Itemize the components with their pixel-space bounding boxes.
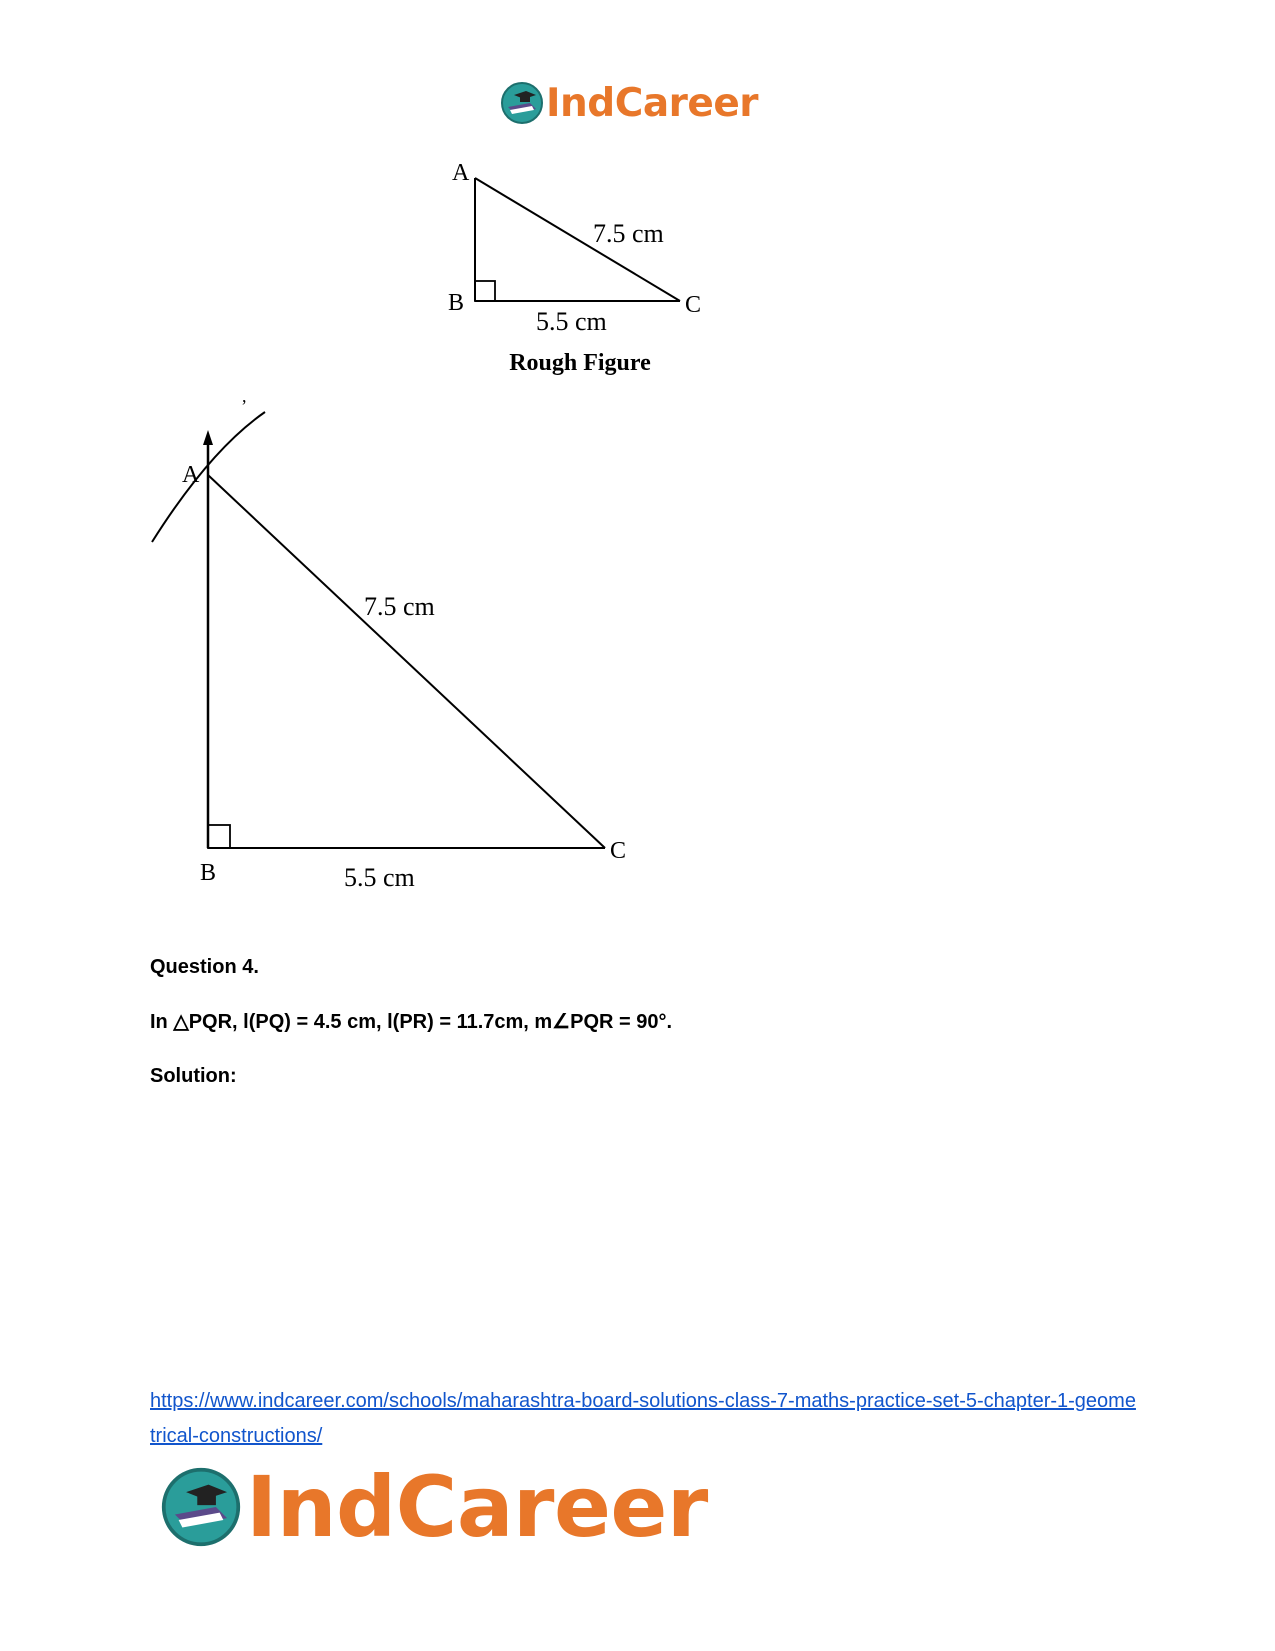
stray-mark: , <box>242 386 247 406</box>
base-label: 5.5 cm <box>536 307 607 336</box>
vertex-label-c: C <box>610 838 627 864</box>
header-logo <box>500 78 758 128</box>
brand-wordmark: IndCareer <box>546 80 758 126</box>
hypotenuse-label: 7.5 cm <box>364 592 435 621</box>
ray-arrowhead <box>203 430 213 445</box>
globe-book-icon <box>160 1466 242 1548</box>
construction-figure <box>140 386 660 900</box>
question-text: In △PQR, l(PQ) = 4.5 cm, l(PR) = 11.7cm, m∠PQR = 90°. <box>150 1011 673 1033</box>
vertex-label-c: C <box>685 292 702 318</box>
brand-wordmark: IndCareer <box>246 1458 708 1556</box>
right-angle-mark <box>208 825 230 848</box>
vertex-label-a: A <box>452 160 470 186</box>
source-url-link[interactable]: https://www.indcareer.com/schools/maharashtra-board-solutions-class-7-maths-practice-set-5-chapter-1-geometrical-constructions/ <box>150 1390 1136 1447</box>
figure-caption: Rough Figure <box>509 350 651 376</box>
globe-book-icon <box>500 81 544 125</box>
solution-label: Solution: <box>150 1065 237 1087</box>
question-heading: Question 4. <box>150 956 259 978</box>
hypotenuse-label: 7.5 cm <box>593 219 664 248</box>
footer-logo <box>160 1458 708 1556</box>
side-ac <box>208 475 605 848</box>
vertex-label-b: B <box>448 290 465 316</box>
vertex-label-b: B <box>200 860 217 886</box>
rough-figure <box>430 150 730 380</box>
base-label: 5.5 cm <box>344 863 415 892</box>
vertex-label-a: A <box>182 462 200 488</box>
right-angle-mark <box>475 281 495 301</box>
